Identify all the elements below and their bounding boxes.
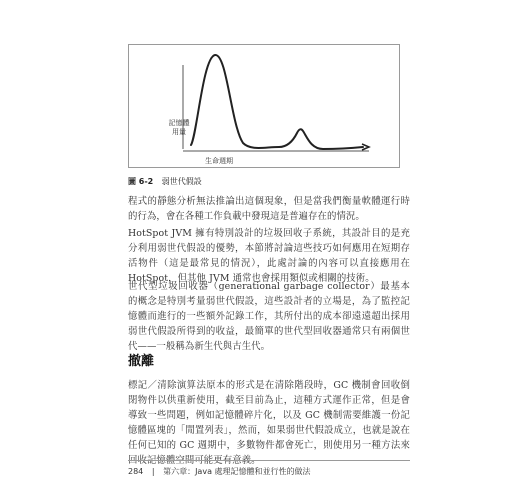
figure-x-axis-label: 生命週期: [205, 157, 233, 165]
figure-y-axis-label: [164, 119, 194, 137]
section-heading: 撤離: [128, 354, 155, 369]
memory-lifetime-curve: [129, 45, 401, 169]
chapter-title: 第六章：Java 處理記憶體和並行性的做法: [163, 467, 311, 476]
figure-caption-title: 弱世代假設: [161, 177, 202, 186]
footer-divider: [128, 460, 410, 461]
y-label-line-2: 用量: [172, 128, 186, 136]
paragraph-static-analysis: 程式的靜態分析無法推論出這個現象，但是當我們衡量軟體運行時的行為，會在各種工作負載中發現這是普遍存在的情況。: [128, 196, 410, 222]
paragraph-hotspot-gc: HotSpot JVM 擁有特別設計的垃圾回收子系統，其設計目的是充分利用弱世代假設的優勢，本節將討論這些技巧如何應用在短期存活物件（這是最常見的情況），此處討論的內容可以直接應用在 HotSpot，但其他 JVM 通常也會採用類似或相關的技術。: [128, 228, 410, 284]
y-label-line-1: 記憶體: [168, 119, 190, 127]
page-footer: [128, 466, 311, 477]
figure-weak-generational-hypothesis: [128, 44, 400, 168]
paragraph-generational-gc: 世代型垃圾回收器（generational garbage collector）最基本的概念是特別考量弱世代假設，這些設計者的立場是，為了監控記憶體而進行的一些額外記錄工作，其所付出的成本卻遠遠超出採用弱世代假設所得到的收益，最簡單的世代型回收器通常只有兩個世代——一般稱為新生代與古生代。: [128, 281, 410, 352]
figure-caption-number: 圖 6-2: [128, 177, 154, 186]
paragraph-mark-sweep: 標記／清除演算法原本的形式是在清除階段時，GC 機制會回收倒閉物件以供重新使用，截至目前為止，這種方式運作正常，但是會導致一些問題，例如記憶體碎片化，以及 GC 機制需要維護一份記憶體區塊的「閒置列表」，然而，如果弱世代假設成立，也就是說在任何已知的 GC 週期中，多數物件都會死亡，則使用另一種方法來: [128, 380, 410, 451]
memory-usage-curve: [191, 55, 363, 149]
footer-separator: |: [151, 467, 155, 476]
page-number: 284: [128, 467, 144, 476]
figure-caption: [128, 176, 202, 187]
